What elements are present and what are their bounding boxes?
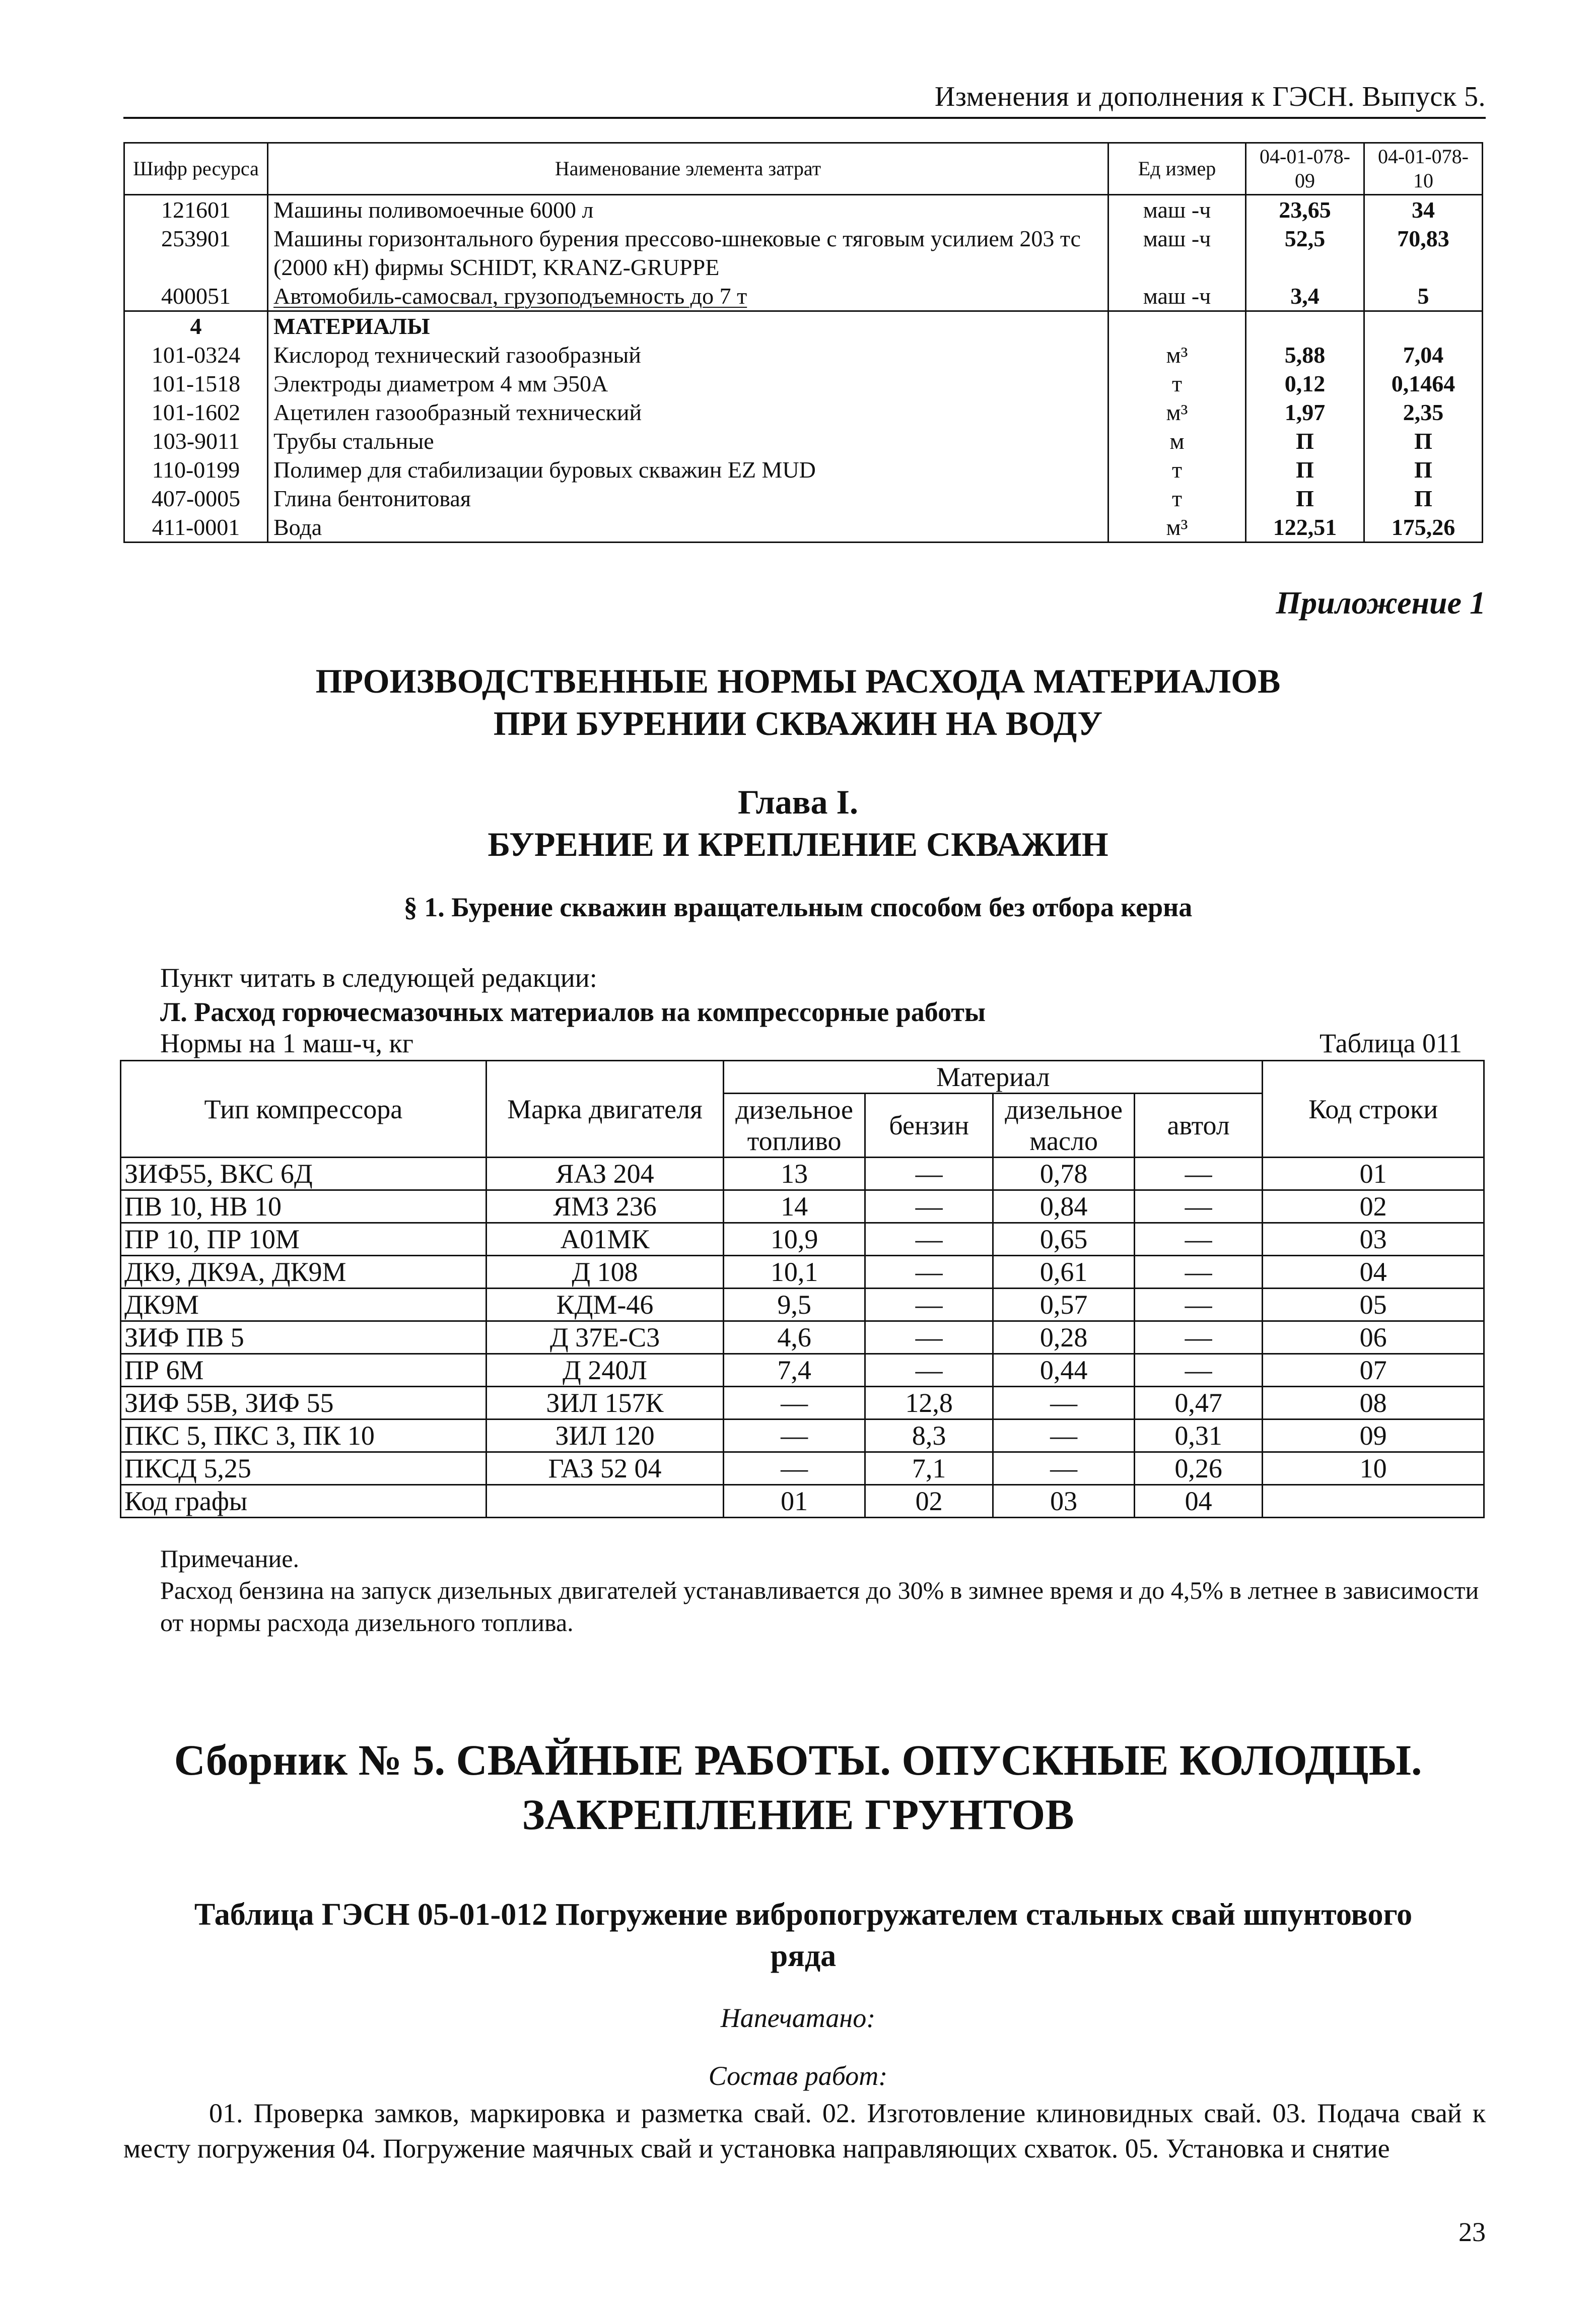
resource-table-header — [124, 143, 1483, 195]
resource-unit: т — [1108, 455, 1246, 484]
resource-code: 400051 — [124, 282, 268, 311]
engine-brand: ЗИЛ 120 — [486, 1420, 723, 1452]
resource-value-078-10: П — [1364, 455, 1483, 484]
resource-value-078-10: П — [1364, 484, 1483, 513]
resource-code: 121601 — [124, 195, 268, 225]
resource-row — [124, 311, 1483, 341]
resource-code: 411-0001 — [124, 513, 268, 543]
resource-value-078-09: 52,5 — [1246, 224, 1364, 282]
resource-code: 110-0199 — [124, 455, 268, 484]
resource-code: 103-9011 — [124, 427, 268, 455]
fuel-row — [121, 1321, 1484, 1354]
petrol-value: — — [865, 1223, 993, 1256]
col-code-header: Шифр ресурса — [124, 143, 268, 195]
resource-name: Машины поливомоечные 6000 л — [268, 195, 1108, 225]
resource-value-078-10: 5 — [1364, 282, 1483, 311]
printed-label: Напечатано: — [720, 2003, 876, 2033]
resource-name: МАТЕРИАЛЫ — [268, 311, 1108, 341]
engine-brand: А01МК — [486, 1223, 723, 1256]
resource-value-078-09: 1,97 — [1246, 398, 1364, 427]
resource-row — [124, 484, 1483, 513]
fuel-table-header-row1 — [121, 1061, 1484, 1094]
norms-text: Нормы на 1 маш-ч, кг — [160, 1028, 413, 1058]
resource-unit: м³ — [1108, 341, 1246, 369]
fuel-row — [121, 1158, 1484, 1190]
engine-brand: ЯАЗ 204 — [486, 1158, 723, 1190]
resource-unit: м — [1108, 427, 1246, 455]
fuel-row — [121, 1190, 1484, 1223]
works-label: Состав работ: — [708, 2061, 888, 2091]
fuel-row — [121, 1354, 1484, 1387]
fuel-row — [121, 1289, 1484, 1321]
read-as-text: Пункт читать в следующей редакции: — [160, 963, 597, 993]
avtol-value: — — [1134, 1223, 1262, 1256]
resource-unit: маш -ч — [1108, 224, 1246, 282]
resource-name: Автомобиль-самосвал, грузоподъемность до 7 т — [268, 282, 1108, 311]
avtol-value: — — [1134, 1158, 1262, 1190]
diesel-oil-value: 0,57 — [993, 1289, 1135, 1321]
header-diesel-oil-line1: дизельное — [1005, 1095, 1123, 1125]
resource-name: Машины горизонтального бурения прессово-шнековые с тяговым усилием 203 тс (2000 кН) фирмы SCHIDT, KRANZ-GRUPPE — [268, 224, 1108, 282]
compressor-type: ПР 6М — [121, 1354, 487, 1387]
engine-brand: Д 37Е-С3 — [486, 1321, 723, 1354]
chapter-title-line2: БУРЕНИЕ И КРЕПЛЕНИЕ СКВАЖИН — [488, 825, 1108, 863]
diesel-oil-value: — — [993, 1452, 1135, 1485]
collection-title — [0, 1733, 1596, 1842]
resource-value-078-09 — [1246, 311, 1364, 341]
fuel-norms-table — [120, 1060, 1485, 1518]
resource-value-078-09: П — [1246, 427, 1364, 455]
engine-brand: Д 108 — [486, 1256, 723, 1289]
resource-value-078-09: 3,4 — [1246, 282, 1364, 311]
col-v1-header: 04-01-078-09 — [1246, 143, 1364, 195]
avtol-value: 0,26 — [1134, 1452, 1262, 1485]
gesn-table-title — [123, 1894, 1483, 1977]
resource-name: Вода — [268, 513, 1108, 543]
compressor-type: ПКС 5, ПКС 3, ПК 10 — [121, 1420, 487, 1452]
section-title: § 1. Бурение скважин вращательным способом без отбора керна — [403, 892, 1193, 922]
header-rule — [123, 117, 1486, 119]
petrol-value: — — [865, 1256, 993, 1289]
diesel-fuel-value: — — [724, 1387, 865, 1420]
compressor-type: ЗИФ ПВ 5 — [121, 1321, 487, 1354]
header-diesel-fuel — [724, 1094, 865, 1158]
compressor-type: ПВ 10, НВ 10 — [121, 1190, 487, 1223]
page-number: 23 — [1459, 2217, 1486, 2247]
resource-value-078-10: 175,26 — [1364, 513, 1483, 543]
resource-value-078-09: 23,65 — [1246, 195, 1364, 225]
resource-code: 407-0005 — [124, 484, 268, 513]
engine-brand: КДМ-46 — [486, 1289, 723, 1321]
resource-value-078-09: П — [1246, 455, 1364, 484]
petrol-value: 7,1 — [865, 1452, 993, 1485]
note-label: Примечание. — [160, 1544, 300, 1573]
resource-code: 4 — [124, 311, 268, 341]
header-diesel-oil-line2: масло — [1029, 1126, 1098, 1156]
resource-row — [124, 398, 1483, 427]
resource-row — [124, 195, 1483, 225]
petrol-value: — — [865, 1289, 993, 1321]
diesel-oil-value: — — [993, 1387, 1135, 1420]
resource-name: Полимер для стабилизации буровых скважин EZ MUD — [268, 455, 1108, 484]
fuel-row — [121, 1387, 1484, 1420]
header-row-code: Код строки — [1263, 1061, 1484, 1158]
header-engine-brand: Марка двигателя — [486, 1061, 723, 1158]
fuel-row — [121, 1223, 1484, 1256]
resource-value-078-09: 5,88 — [1246, 341, 1364, 369]
resource-row — [124, 455, 1483, 484]
diesel-fuel-value: 9,5 — [724, 1289, 865, 1321]
diesel-oil-value: 0,44 — [993, 1354, 1135, 1387]
diesel-oil-value: 0,61 — [993, 1256, 1135, 1289]
resource-value-078-10: 0,1464 — [1364, 369, 1483, 398]
footer-diesel: 01 — [724, 1485, 865, 1518]
main-title — [0, 660, 1596, 745]
resource-value-078-10: 34 — [1364, 195, 1483, 225]
resource-row — [124, 369, 1483, 398]
compressor-type: ЗИФ55, ВКС 6Д — [121, 1158, 487, 1190]
avtol-value: 0,31 — [1134, 1420, 1262, 1452]
avtol-value: 0,47 — [1134, 1387, 1262, 1420]
resource-value-078-10 — [1364, 311, 1483, 341]
diesel-fuel-value: 10,9 — [724, 1223, 865, 1256]
resource-code: 101-1518 — [124, 369, 268, 398]
compressor-type: ДК9М — [121, 1289, 487, 1321]
table-number: Таблица 011 — [1320, 1028, 1462, 1058]
footer-engine — [486, 1485, 723, 1518]
col-name-header: Наименование элемента затрат — [268, 143, 1108, 195]
avtol-value: — — [1134, 1321, 1262, 1354]
resource-unit — [1108, 311, 1246, 341]
header-diesel-fuel-line1: дизельное — [735, 1095, 853, 1125]
petrol-value: 8,3 — [865, 1420, 993, 1452]
chapter-title-line1: Глава I. — [738, 783, 858, 821]
main-title-line2: ПРИ БУРЕНИИ СКВАЖИН НА ВОДУ — [493, 704, 1103, 742]
resource-value-078-10: 70,83 — [1364, 224, 1483, 282]
header-diesel-fuel-line2: топливо — [747, 1126, 842, 1156]
compressor-type: ЗИФ 55В, ЗИФ 55 — [121, 1387, 487, 1420]
petrol-value: — — [865, 1354, 993, 1387]
compressor-type: ДК9, ДК9А, ДК9М — [121, 1256, 487, 1289]
resource-value-078-09: 122,51 — [1246, 513, 1364, 543]
resource-row — [124, 282, 1483, 311]
petrol-value: 12,8 — [865, 1387, 993, 1420]
running-header: Изменения и дополнения к ГЭСН. Выпуск 5. — [934, 81, 1486, 112]
resource-name: Электроды диаметром 4 мм Э50А — [268, 369, 1108, 398]
gesn-table-title-line2: ряда — [770, 1939, 837, 1973]
engine-brand: ЗИЛ 157К — [486, 1387, 723, 1420]
resource-table-body — [124, 195, 1483, 543]
note-text: Расход бензина на запуск дизельных двигателей устанавливается до 30% в зимнее время и до 4,5% в летнее в зависимости от нормы расхода дизельного топлива. — [160, 1576, 1479, 1637]
resource-unit: маш -ч — [1108, 195, 1246, 225]
resource-code: 253901 — [124, 224, 268, 282]
resource-value-078-10: 7,04 — [1364, 341, 1483, 369]
engine-brand: Д 240Л — [486, 1354, 723, 1387]
header-avtol: автол — [1134, 1094, 1262, 1158]
diesel-oil-value: 0,65 — [993, 1223, 1135, 1256]
fuel-row — [121, 1256, 1484, 1289]
row-code: 10 — [1263, 1452, 1484, 1485]
resource-code: 101-1602 — [124, 398, 268, 427]
resource-row — [124, 427, 1483, 455]
diesel-oil-value: 0,28 — [993, 1321, 1135, 1354]
gesn-table-title-line1: Таблица ГЭСН 05-01-012 Погружение вибропогружателем стальных свай шпунтового — [194, 1898, 1413, 1932]
avtol-value: — — [1134, 1289, 1262, 1321]
footer-avtol: 04 — [1134, 1485, 1262, 1518]
appendix-label: Приложение 1 — [1276, 585, 1486, 621]
resource-row — [124, 224, 1483, 282]
avtol-value: — — [1134, 1256, 1262, 1289]
row-code: 07 — [1263, 1354, 1484, 1387]
row-code: 03 — [1263, 1223, 1484, 1256]
row-code: 06 — [1263, 1321, 1484, 1354]
row-code: 05 — [1263, 1289, 1484, 1321]
row-code: 08 — [1263, 1387, 1484, 1420]
resource-unit: маш -ч — [1108, 282, 1246, 311]
diesel-oil-value: — — [993, 1420, 1135, 1452]
fuel-row — [121, 1420, 1484, 1452]
works-text: 01. Проверка замков, маркировка и разметка свай. 02. Изготовление клиновидных свай. 03. Подача свай к месту погружения 04. Погружение маячных свай и установка направляющих схваток. 05. Установка и снятие — [123, 2098, 1486, 2164]
resource-name: Ацетилен газообразный технический — [268, 398, 1108, 427]
resource-unit: м³ — [1108, 513, 1246, 543]
resource-unit: м³ — [1108, 398, 1246, 427]
compressor-type: ПКСД 5,25 — [121, 1452, 487, 1485]
fuel-table-body — [121, 1158, 1484, 1485]
diesel-fuel-value: 7,4 — [724, 1354, 865, 1387]
resource-unit: т — [1108, 369, 1246, 398]
footer-petrol: 02 — [865, 1485, 993, 1518]
resource-value-078-10: П — [1364, 427, 1483, 455]
engine-brand: ЯМЗ 236 — [486, 1190, 723, 1223]
fuel-table-footer-row — [121, 1485, 1484, 1518]
resource-code: 101-0324 — [124, 341, 268, 369]
main-title-line1: ПРОИЗВОДСТВЕННЫЕ НОРМЫ РАСХОДА МАТЕРИАЛОВ — [315, 662, 1281, 700]
fuel-row — [121, 1452, 1484, 1485]
diesel-fuel-value: — — [724, 1420, 865, 1452]
avtol-value: — — [1134, 1190, 1262, 1223]
col-v2-header: 04-01-078-10 — [1364, 143, 1483, 195]
resource-value-078-09: 0,12 — [1246, 369, 1364, 398]
header-material: Материал — [724, 1061, 1263, 1094]
compressor-type: ПР 10, ПР 10М — [121, 1223, 487, 1256]
petrol-value: — — [865, 1190, 993, 1223]
resource-row — [124, 341, 1483, 369]
footer-oil: 03 — [993, 1485, 1135, 1518]
diesel-oil-value: 0,78 — [993, 1158, 1135, 1190]
row-code: 04 — [1263, 1256, 1484, 1289]
resource-name: Глина бентонитовая — [268, 484, 1108, 513]
engine-brand: ГАЗ 52 04 — [486, 1452, 723, 1485]
row-code: 02 — [1263, 1190, 1484, 1223]
row-code: 09 — [1263, 1420, 1484, 1452]
resource-name: Трубы стальные — [268, 427, 1108, 455]
footer-code — [1263, 1485, 1484, 1518]
diesel-oil-value: 0,84 — [993, 1190, 1135, 1223]
diesel-fuel-value: — — [724, 1452, 865, 1485]
diesel-fuel-value: 13 — [724, 1158, 865, 1190]
resource-row — [124, 513, 1483, 543]
header-compressor-type: Тип компрессора — [121, 1061, 487, 1158]
collection-title-line1: Сборник № 5. СВАЙНЫЕ РАБОТЫ. ОПУСКНЫЕ КОЛОДЦЫ. — [174, 1736, 1422, 1784]
diesel-fuel-value: 4,6 — [724, 1321, 865, 1354]
petrol-value: — — [865, 1158, 993, 1190]
petrol-value: — — [865, 1321, 993, 1354]
footer-label: Код графы — [121, 1485, 487, 1518]
avtol-value: — — [1134, 1354, 1262, 1387]
subheading: Л. Расход горючесмазочных материалов на компрессорные работы — [160, 997, 986, 1027]
resource-unit: т — [1108, 484, 1246, 513]
header-diesel-oil — [993, 1094, 1135, 1158]
resource-value-078-09: П — [1246, 484, 1364, 513]
chapter-title — [0, 781, 1596, 865]
diesel-fuel-value: 14 — [724, 1190, 865, 1223]
resource-table — [123, 142, 1483, 543]
col-unit-header: Ед измер — [1108, 143, 1246, 195]
resource-value-078-10: 2,35 — [1364, 398, 1483, 427]
row-code: 01 — [1263, 1158, 1484, 1190]
collection-title-line2: ЗАКРЕПЛЕНИЕ ГРУНТОВ — [522, 1790, 1074, 1839]
diesel-fuel-value: 10,1 — [724, 1256, 865, 1289]
resource-name: Кислород технический газообразный — [268, 341, 1108, 369]
header-petrol: бензин — [865, 1094, 993, 1158]
